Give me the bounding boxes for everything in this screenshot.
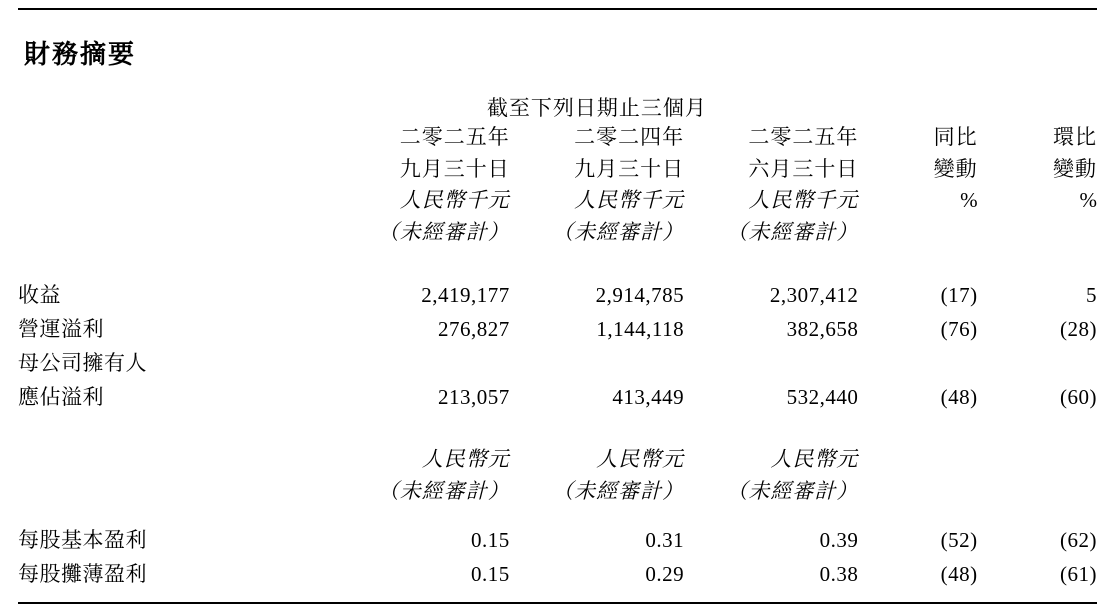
row-basic-eps-value-4: (62)	[1060, 528, 1097, 553]
row-operating-profit-value-1: 1,144,118	[596, 317, 685, 342]
row-revenue-value-2: 2,307,412	[769, 283, 859, 307]
eps-unit-2-line1: 人民幣元	[770, 447, 859, 472]
row-basic-eps-value-1: 0.31	[645, 528, 685, 553]
row-operating-profit-value-4: (28)	[1060, 317, 1097, 342]
col-header-2-date2: 六月三十日	[748, 156, 859, 181]
header-unit-line2-row	[18, 217, 1097, 249]
eps-unit-line2-row	[18, 476, 1097, 508]
row-basic-eps-value-0: 0.15	[471, 528, 510, 553]
spacer-cell	[18, 248, 1097, 278]
row-operating-profit-value-3: (76)	[940, 317, 978, 342]
col-header-0-unit1: 人民幣千元	[399, 188, 510, 212]
row-operating-profit-value-0: 276,827	[438, 317, 510, 342]
col-header-2-unit2: （未經審計）	[726, 219, 859, 244]
spacer-after-eps-unit	[18, 507, 1097, 523]
col-header-1-date2: 九月三十日	[574, 156, 685, 181]
table-row	[18, 312, 1097, 346]
row-diluted-eps-value-1: 0.29	[645, 562, 685, 587]
header-unit-line1-row	[18, 185, 1097, 217]
top-divider	[18, 8, 1097, 10]
row-basic-eps-value-2: 0.39	[819, 528, 859, 553]
spacer-cell-3	[18, 507, 1097, 523]
table-row-label-only	[18, 346, 1097, 380]
eps-unit-3-line2	[858, 476, 977, 508]
spacer-before-eps	[18, 414, 1097, 444]
spacer-cell-2	[18, 414, 1097, 444]
eps-unit-0-line2: （未經審計）	[377, 478, 510, 503]
row-diluted-eps-value-2: 0.38	[819, 562, 859, 587]
bottom-divider	[18, 602, 1097, 604]
row-parent-profit-value-3: (48)	[940, 385, 978, 410]
col-header-3-date1: 同比	[933, 125, 978, 149]
financial-summary-table	[18, 92, 1097, 591]
eps-unit-2-line2: （未經審計）	[726, 478, 859, 503]
row-label-parent-profit-line1: 母公司擁有人	[18, 351, 147, 376]
row-parent-profit-blank-0	[336, 346, 510, 380]
col-header-3-unit1: %	[960, 188, 978, 212]
row-basic-eps-value-3: (52)	[940, 528, 978, 553]
col-header-1-unit1: 人民幣千元	[574, 188, 685, 212]
col-header-2-date1: 二零二五年	[748, 125, 859, 149]
row-operating-profit-value-2: 382,658	[786, 317, 859, 342]
col-header-0-date2: 九月三十日	[399, 156, 510, 181]
span-header-pad2	[978, 92, 1097, 122]
eps-unit-1-line1: 人民幣元	[596, 447, 685, 472]
row-parent-profit-value-2: 532,440	[786, 385, 859, 410]
col-header-4-unit1: %	[1079, 188, 1097, 212]
row-label-operating-profit: 營運溢利	[18, 317, 104, 342]
eps-unit-4-line2	[978, 476, 1097, 508]
row-parent-profit-blank-2	[684, 346, 858, 380]
row-diluted-eps-value-0: 0.15	[471, 562, 510, 587]
row-parent-profit-blank-3	[858, 346, 977, 380]
span-header-row	[18, 92, 1097, 122]
header-corner-3	[18, 185, 336, 217]
eps-unit-corner	[18, 444, 336, 476]
spacer-after-header	[18, 248, 1097, 278]
span-header-label: 截至下列日期止三個月	[486, 96, 707, 120]
table-row	[18, 380, 1097, 414]
span-header-pad1	[858, 92, 977, 122]
row-label-parent-profit-line2: 應佔溢利	[18, 385, 104, 410]
row-label-diluted-eps: 每股攤薄盈利	[18, 562, 147, 587]
row-parent-profit-blank-1	[510, 346, 684, 380]
row-revenue-value-3: (17)	[940, 283, 978, 307]
eps-unit-0-line1: 人民幣元	[421, 447, 510, 472]
eps-unit-1-line2: （未經審計）	[552, 478, 685, 503]
eps-unit-3-line1	[858, 444, 977, 476]
col-header-1-date1: 二零二四年	[574, 125, 685, 149]
header-corner-4	[18, 217, 336, 249]
col-header-3-unit2	[858, 217, 977, 249]
col-header-0-unit2: （未經審計）	[377, 219, 510, 244]
col-header-1-unit2: （未經審計）	[552, 219, 685, 244]
header-date-line1-row	[18, 122, 1097, 154]
table-row	[18, 523, 1097, 557]
row-revenue-value-1: 2,914,785	[595, 283, 685, 307]
table-row	[18, 278, 1097, 312]
row-parent-profit-blank-4	[978, 346, 1097, 380]
col-header-3-date2: 變動	[933, 156, 978, 181]
row-diluted-eps-value-3: (48)	[940, 562, 978, 587]
col-header-4-date2: 變動	[1053, 156, 1097, 181]
row-revenue-value-4: 5	[1086, 283, 1097, 307]
header-corner-2	[18, 154, 336, 186]
header-date-line2-row	[18, 154, 1097, 186]
eps-unit-corner-2	[18, 476, 336, 508]
row-parent-profit-value-0: 213,057	[438, 385, 510, 410]
eps-unit-line1-row	[18, 444, 1097, 476]
col-header-4-date1: 環比	[1053, 125, 1097, 149]
table-row	[18, 557, 1097, 591]
row-parent-profit-value-4: (60)	[1060, 385, 1097, 410]
page-title: 財務摘要	[24, 39, 137, 69]
row-diluted-eps-value-4: (61)	[1060, 562, 1097, 587]
header-corner	[18, 122, 336, 154]
span-header-spacer	[18, 92, 336, 122]
row-label-basic-eps: 每股基本盈利	[18, 528, 147, 553]
col-header-4-unit2	[978, 217, 1097, 249]
col-header-0-date1: 二零二五年	[399, 125, 510, 149]
row-revenue-value-0: 2,419,177	[421, 283, 510, 307]
row-label-revenue: 收益	[18, 283, 61, 307]
col-header-2-unit1: 人民幣千元	[748, 188, 859, 212]
row-parent-profit-value-1: 413,449	[612, 385, 685, 410]
eps-unit-4-line1	[978, 444, 1097, 476]
